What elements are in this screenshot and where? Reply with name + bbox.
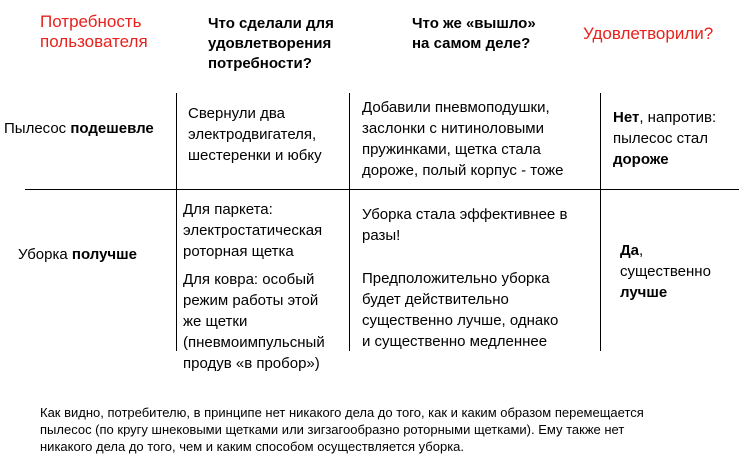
header-result: Что же «вышло» на самом деле? xyxy=(412,15,536,52)
row2-done-carpet: Для ковра: особый режим работы этой же щетки (пневмоимпульсный продув «в пробор») xyxy=(183,271,325,372)
row2-done-parquet: Для паркета: электростатическая роторная щетка xyxy=(183,201,323,260)
row2-result-efficiency: Уборка стала эффективнее в разы! xyxy=(362,206,568,244)
row2-satisfied: Да, существенно лучше xyxy=(620,242,711,301)
grid-line-vertical-1 xyxy=(176,93,177,351)
grid-line-vertical-3 xyxy=(600,93,601,351)
row1-result: Добавили пневмоподушки, заслонки с нитиноловыми пружинками, щетка стала дороже, полый корпус - тоже xyxy=(362,99,564,179)
row1-satisfied: Нет, напротив: пылесос стал дороже xyxy=(613,109,717,168)
row2-result-slower: Предположительно уборка будет действительно существенно лучше, однако и существенно медленнее xyxy=(362,270,559,350)
footnote: Как видно, потребителю, в принципе нет никакого дела до того, как и каким образом перемещается пылесос (по кругу шнековыми щетками или зигзагообразно роторными щетками). Ему также нет никакого дела до того, чем и каким способом осуществляется уборка. xyxy=(40,405,644,454)
header-need: Потребность пользователя xyxy=(40,12,148,51)
header-satisfied: Удовлетворили? xyxy=(583,24,714,43)
grid-line-horizontal xyxy=(25,189,739,190)
row2-need: Уборка получше xyxy=(18,246,137,263)
header-done: Что сделали для удовлетворения потребности? xyxy=(208,15,334,72)
row1-done: Свернули два электродвигателя, шестеренки и юбку xyxy=(188,105,322,164)
grid-line-vertical-2 xyxy=(349,93,350,351)
row1-need: Пылесос подешевле xyxy=(4,120,154,137)
